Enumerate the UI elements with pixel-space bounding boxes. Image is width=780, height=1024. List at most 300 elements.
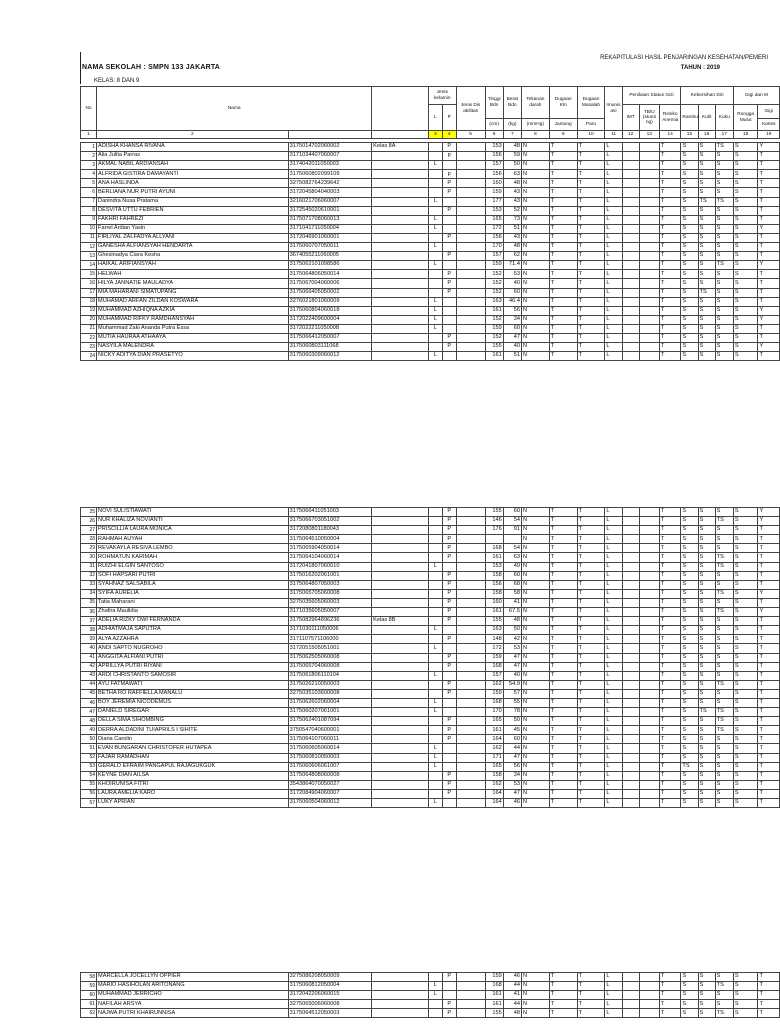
table-row (81, 799, 780, 808)
mouth-cell: S (733, 288, 758, 297)
weight-cell: 73 (503, 215, 521, 224)
sex-P (442, 197, 456, 206)
immunization-cell: L (605, 170, 622, 179)
imt-blank (622, 197, 639, 206)
skin-cell: S (698, 991, 715, 1000)
heart-cell: T (549, 343, 577, 352)
imt-blank (622, 315, 639, 324)
anemia-cell: T (660, 188, 681, 197)
column-number: 18 (733, 131, 758, 139)
caries-cell: T (758, 553, 780, 562)
weight-cell: 46 (503, 973, 521, 982)
anemia-cell: T (660, 197, 681, 206)
hair-cell: S (681, 324, 698, 333)
sex-L (428, 726, 442, 735)
class-cell (372, 589, 429, 598)
tbu-blank (639, 635, 659, 644)
data-table-block-1 (80, 142, 780, 361)
class-cell (372, 973, 429, 982)
anemia-cell: T (660, 991, 681, 1000)
mouth-cell: S (733, 580, 758, 589)
tbu-blank (639, 708, 659, 717)
caries-cell: T (758, 626, 780, 635)
weight-cell: 63 (503, 553, 521, 562)
table-row (81, 571, 780, 580)
height-cell: 152 (485, 270, 503, 279)
tbu-blank (639, 562, 659, 571)
student-nik: 3175060605060014 (288, 744, 371, 753)
weight-cell: 58 (503, 589, 521, 598)
blood-pressure-cell: N (521, 571, 549, 580)
nail-cell: TS (715, 517, 733, 526)
skin-cell: S (698, 161, 715, 170)
height-cell: 159 (485, 653, 503, 662)
heart-cell: T (549, 517, 577, 526)
student-nik: 3175060309060012 (288, 352, 371, 361)
imt-blank (622, 206, 639, 215)
nail-cell: S (715, 799, 733, 808)
sex-L (428, 662, 442, 671)
blood-pressure-cell: N (521, 708, 549, 717)
disability-cell (456, 215, 485, 224)
disability-cell (456, 680, 485, 689)
imt-blank (622, 762, 639, 771)
table-row (81, 671, 780, 680)
row-number: 24 (81, 352, 97, 361)
class-cell (372, 598, 429, 607)
col-blank-kelas (372, 87, 429, 131)
nail-cell: TS (715, 726, 733, 735)
student-nik: 3175060803111068 (288, 343, 371, 352)
immunization-cell: L (605, 753, 622, 762)
sex-L (428, 179, 442, 188)
immunization-cell: L (605, 343, 622, 352)
weight-cell: 48 (503, 617, 521, 626)
nail-cell: S (715, 635, 733, 644)
nail-cell: S (715, 644, 733, 653)
class-cell (372, 179, 429, 188)
tbu-blank (639, 243, 659, 252)
nail-cell: S (715, 352, 733, 361)
height-cell: 158 (485, 771, 503, 780)
class-cell (372, 526, 429, 535)
student-name: Danindra Nusa Pratama (97, 197, 289, 206)
skin-cell: S (698, 508, 715, 517)
tbu-blank (639, 252, 659, 261)
lung-cell: T (577, 689, 605, 698)
skin-cell: S (698, 735, 715, 744)
sex-P: P (442, 580, 456, 589)
row-number: 57 (81, 799, 97, 808)
caries-cell: T (758, 671, 780, 680)
height-cell: 152 (485, 315, 503, 324)
skin-cell: S (698, 644, 715, 653)
lung-cell: T (577, 708, 605, 717)
row-number: 33 (81, 580, 97, 589)
weight-cell: 34 (503, 315, 521, 324)
lung-cell: T (577, 206, 605, 215)
student-name: DESVITA UTTU FEBRIEN (97, 206, 289, 215)
immunization-cell: L (605, 288, 622, 297)
heart-cell: T (549, 580, 577, 589)
imt-blank (622, 726, 639, 735)
sex-L (428, 973, 442, 982)
disability-cell (456, 544, 485, 553)
heart-cell: T (549, 315, 577, 324)
immunization-cell: L (605, 698, 622, 707)
skin-cell: S (698, 753, 715, 762)
weight-cell: 44 (503, 1000, 521, 1009)
immunization-cell: L (605, 526, 622, 535)
tbu-blank (639, 526, 659, 535)
sex-P: P (442, 789, 456, 798)
hair-cell: S (681, 215, 698, 224)
anemia-cell: T (660, 1000, 681, 1009)
nail-cell: S (715, 324, 733, 333)
heart-cell: T (549, 152, 577, 161)
disability-cell (456, 517, 485, 526)
caries-cell: T (758, 279, 780, 288)
heart-cell: T (549, 753, 577, 762)
nail-cell: TS (715, 608, 733, 617)
weight-cell: 40 (503, 671, 521, 680)
mouth-cell: S (733, 662, 758, 671)
lung-cell: T (577, 188, 605, 197)
nail-cell: S (715, 598, 733, 607)
anemia-cell: T (660, 598, 681, 607)
tbu-blank (639, 799, 659, 808)
immunization-cell: L (605, 224, 622, 233)
student-name: LUKY APRIAN (97, 799, 289, 808)
lung-cell: T (577, 306, 605, 315)
blood-pressure-cell: N (521, 197, 549, 206)
height-cell: 148 (485, 635, 503, 644)
caries-cell: Y (758, 261, 780, 270)
student-name: RAHMAH AUYAH (97, 535, 289, 544)
mouth-cell: S (733, 324, 758, 333)
data-table-block-2 (80, 507, 780, 808)
weight-cell: 43 (503, 188, 521, 197)
anemia-cell: T (660, 644, 681, 653)
anemia-cell: T (660, 333, 681, 342)
class-cell (372, 544, 429, 553)
imt-blank (622, 233, 639, 242)
sex-P: P (442, 143, 456, 152)
blood-pressure-cell: N (521, 333, 549, 342)
anemia-cell: T (660, 170, 681, 179)
sex-L: L (428, 315, 442, 324)
mouth-cell: S (733, 243, 758, 252)
sex-L (428, 508, 442, 517)
caries-cell: T (758, 526, 780, 535)
class-cell (372, 1000, 429, 1009)
table-row (81, 662, 780, 671)
mouth-cell: S (733, 333, 758, 342)
table-row (81, 544, 780, 553)
caries-cell: T (758, 215, 780, 224)
row-number: 13 (81, 252, 97, 261)
lung-cell: T (577, 717, 605, 726)
skin-cell: S (698, 789, 715, 798)
anemia-cell: T (660, 143, 681, 152)
lung-cell: T (577, 662, 605, 671)
anemia-cell: T (660, 306, 681, 315)
tbu-blank (639, 324, 659, 333)
hair-cell: S (681, 517, 698, 526)
student-nik: 3175061806110104 (288, 671, 371, 680)
column-number: 9 (549, 131, 577, 139)
skin-cell: S (698, 617, 715, 626)
lung-cell: T (577, 753, 605, 762)
class-cell (372, 571, 429, 580)
caries-cell: T (758, 617, 780, 626)
weight-cell: 47 (503, 662, 521, 671)
anemia-cell: T (660, 315, 681, 324)
tbu-blank (639, 762, 659, 771)
student-name: NAJWA PUTRI KHAIRUNNISA (97, 1009, 289, 1018)
immunization-cell: L (605, 243, 622, 252)
imt-blank (622, 617, 639, 626)
hair-cell: S (681, 671, 698, 680)
weight-cell: 47 (503, 789, 521, 798)
tbu-blank (639, 535, 659, 544)
tbu-blank (639, 315, 659, 324)
row-number: 19 (81, 306, 97, 315)
heart-cell: T (549, 708, 577, 717)
heart-cell: T (549, 762, 577, 771)
student-nik: 3172084904060007 (288, 789, 371, 798)
anemia-cell: T (660, 252, 681, 261)
imt-blank (622, 1000, 639, 1009)
immunization-cell: L (605, 1009, 622, 1018)
lung-cell: T (577, 762, 605, 771)
blood-pressure-cell: N (521, 589, 549, 598)
tbu-blank (639, 982, 659, 991)
caries-cell: T (758, 179, 780, 188)
tbu-blank (639, 517, 659, 526)
immunization-cell: L (605, 206, 622, 215)
disability-cell (456, 508, 485, 517)
imt-blank (622, 708, 639, 717)
tbu-blank (639, 744, 659, 753)
nail-cell: S (715, 544, 733, 553)
weight-cell: 48 (503, 179, 521, 188)
lung-cell: T (577, 653, 605, 662)
sex-L: L (428, 197, 442, 206)
table-row (81, 744, 780, 753)
height-cell: 168 (485, 544, 503, 553)
immunization-cell: L (605, 535, 622, 544)
immunization-cell: L (605, 726, 622, 735)
skin-cell: S (698, 799, 715, 808)
nail-cell: S (715, 508, 733, 517)
mouth-cell: S (733, 161, 758, 170)
student-nik: 3275086208050009 (288, 973, 371, 982)
weight-cell: 60 (503, 288, 521, 297)
mouth-cell: S (733, 991, 758, 1000)
sex-P: P (442, 553, 456, 562)
immunization-cell: L (605, 188, 622, 197)
skin-cell: S (698, 671, 715, 680)
nail-cell: S (715, 571, 733, 580)
lung-cell: T (577, 780, 605, 789)
imt-blank (622, 170, 639, 179)
anemia-cell: T (660, 580, 681, 589)
hair-cell: S (681, 717, 698, 726)
immunization-cell: L (605, 233, 622, 242)
row-number: 56 (81, 789, 97, 798)
heart-cell: T (549, 306, 577, 315)
nail-cell: TS (715, 197, 733, 206)
heart-cell: T (549, 726, 577, 735)
col-berat-unit: (kg) (503, 119, 521, 131)
immunization-cell: L (605, 626, 622, 635)
imt-blank (622, 598, 639, 607)
sex-L: L (428, 261, 442, 270)
class-cell (372, 626, 429, 635)
student-nik: 3175064107060011 (288, 735, 371, 744)
immunization-cell: L (605, 315, 622, 324)
anemia-cell: T (660, 233, 681, 242)
height-cell: 164 (485, 735, 503, 744)
nail-cell: S (715, 626, 733, 635)
class-cell (372, 279, 429, 288)
nail-cell: S (715, 662, 733, 671)
blood-pressure-cell: N (521, 288, 549, 297)
class-cell (372, 306, 429, 315)
hair-cell: S (681, 161, 698, 170)
blood-pressure-cell: N (521, 215, 549, 224)
blood-pressure-cell: N (521, 243, 549, 252)
height-cell: 161 (485, 352, 503, 361)
student-name: ALFRIDA GISTIRA DAMAYANTI (97, 170, 289, 179)
height-cell: 161 (485, 306, 503, 315)
row-number: 28 (81, 535, 97, 544)
weight-cell: 48 (503, 143, 521, 152)
disability-cell (456, 789, 485, 798)
col-tinggi: Tinggi Bdn (485, 87, 503, 119)
caries-cell: T (758, 544, 780, 553)
sex-L: L (428, 324, 442, 333)
caries-cell: T (758, 1000, 780, 1009)
blood-pressure-cell: N (521, 1009, 549, 1018)
nail-cell: S (715, 343, 733, 352)
student-nik: 3674055211060005 (288, 252, 371, 261)
weight-cell: 91 (503, 526, 521, 535)
caries-cell: Y (758, 224, 780, 233)
nail-cell: S (715, 270, 733, 279)
heart-cell: T (549, 206, 577, 215)
blood-pressure-cell: N (521, 735, 549, 744)
row-number: 31 (81, 562, 97, 571)
col-kulit: Kulit (698, 105, 715, 131)
mouth-cell: S (733, 771, 758, 780)
student-name: DELLA SIMA SIHOMBING (97, 717, 289, 726)
row-number: 53 (81, 762, 97, 771)
blood-pressure-cell: N (521, 233, 549, 242)
class-cell (372, 206, 429, 215)
col-gigi: Gigi dan M (733, 87, 779, 105)
immunization-cell: L (605, 744, 622, 753)
mouth-cell: S (733, 717, 758, 726)
lung-cell: T (577, 297, 605, 306)
hair-cell: S (681, 617, 698, 626)
hair-cell: S (681, 680, 698, 689)
student-name: Zhafira Maulidia (97, 608, 289, 617)
blood-pressure-cell: N (521, 553, 549, 562)
sex-P: P (442, 571, 456, 580)
col-berat: Berat Bdn (503, 87, 521, 119)
sex-L: L (428, 744, 442, 753)
tbu-blank (639, 653, 659, 662)
heart-cell: T (549, 589, 577, 598)
class-cell (372, 517, 429, 526)
student-name: Farrel Ardian Yasin (97, 224, 289, 233)
table-row (81, 143, 780, 152)
imt-blank (622, 152, 639, 161)
hair-cell: S (681, 982, 698, 991)
height-cell: 177 (485, 197, 503, 206)
weight-cell: 41 (503, 991, 521, 1000)
imt-blank (622, 270, 639, 279)
caries-cell: T (758, 753, 780, 762)
caries-cell: T (758, 580, 780, 589)
heart-cell: T (549, 161, 577, 170)
class-cell (372, 297, 429, 306)
mouth-cell: S (733, 261, 758, 270)
height-cell: 158 (485, 571, 503, 580)
nail-cell: S (715, 224, 733, 233)
mouth-cell: S (733, 789, 758, 798)
skin-cell: S (698, 297, 715, 306)
class-cell (372, 753, 429, 762)
student-nik: 3171041711050004 (288, 224, 371, 233)
anemia-cell: T (660, 243, 681, 252)
class-cell (372, 580, 429, 589)
caries-cell: T (758, 1009, 780, 1018)
caries-cell: T (758, 333, 780, 342)
skin-cell: S (698, 726, 715, 735)
sex-P: P (442, 544, 456, 553)
student-nik: 3175065904050014 (288, 544, 371, 553)
student-name: SYIFA AURELIA (97, 589, 289, 598)
disability-cell (456, 1009, 485, 1018)
table-row (81, 188, 780, 197)
immunization-cell: L (605, 152, 622, 161)
student-nik: 3543864070050027 (288, 780, 371, 789)
sex-L: L (428, 671, 442, 680)
table-row (81, 780, 780, 789)
student-name: EVAN BUNGARAN CHRISTOFER HUTAPEA (97, 744, 289, 753)
weight-cell (503, 535, 521, 544)
heart-cell: T (549, 188, 577, 197)
mouth-cell: S (733, 799, 758, 808)
table-row (81, 535, 780, 544)
student-name: RUIZHI ELGIN SANTOSO (97, 562, 289, 571)
lung-cell: T (577, 698, 605, 707)
student-nik: 3175026210050003 (288, 680, 371, 689)
sex-L: L (428, 799, 442, 808)
student-name: ROHMATUN KARIMAH (97, 553, 289, 562)
lung-cell: T (577, 789, 605, 798)
height-cell: 160 (485, 179, 503, 188)
imt-blank (622, 526, 639, 535)
weight-cell: 46 (503, 799, 521, 808)
caries-cell: Y (758, 508, 780, 517)
nail-cell: S (715, 535, 733, 544)
caries-cell: T (758, 762, 780, 771)
immunization-cell: L (605, 261, 622, 270)
